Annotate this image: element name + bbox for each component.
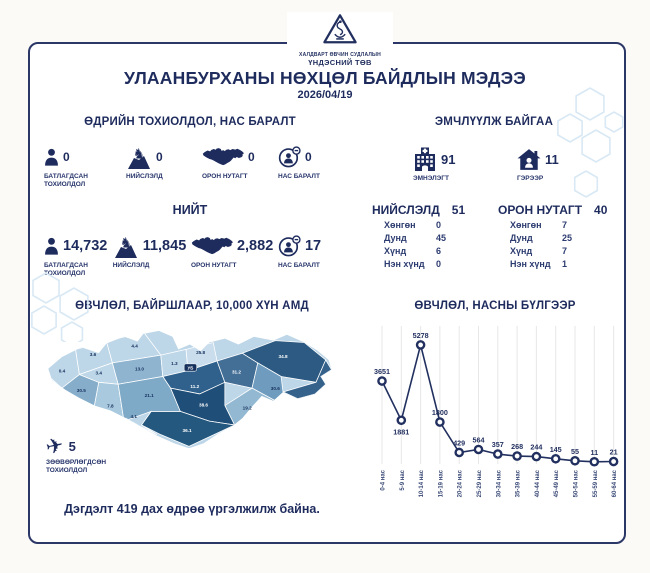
svg-text:244: 244 — [530, 442, 543, 452]
stat-value: 0 — [248, 150, 255, 164]
svg-text:30.6: 30.6 — [270, 386, 280, 392]
ncd-emblem-icon — [321, 12, 359, 46]
svg-text:60-64 нас: 60-64 нас — [612, 470, 619, 498]
stat-label: БАТЛАГДСАН ТОХИОЛДОЛ — [44, 262, 88, 278]
stat-value: 2,882 — [236, 238, 274, 255]
person-icon — [44, 148, 59, 166]
report-date: 2026/04/19 — [297, 89, 353, 101]
svg-text:УБ: УБ — [187, 365, 194, 371]
svg-text:50-54 нас: 50-54 нас — [573, 470, 580, 498]
hexagon-decoration — [24, 270, 128, 342]
mongolia-map-icon — [202, 147, 244, 167]
outbreak-duration-note: Дэгдэлт 419 дах өдрөө үргэлжилж байна. — [64, 502, 320, 516]
severity-label: Хөнгөн — [384, 220, 416, 231]
severity-row — [498, 220, 616, 230]
stat-value: 14,732 — [63, 238, 108, 255]
svg-text:0.4: 0.4 — [58, 368, 66, 374]
stat-province-total — [191, 233, 273, 278]
svg-text:4.1: 4.1 — [130, 414, 137, 420]
stat-label: НИЙСЛЭЛД — [126, 173, 163, 180]
severity-row — [372, 233, 490, 243]
svg-text:30.5: 30.5 — [76, 388, 86, 393]
severity-group-total: 40 — [594, 203, 608, 218]
imported-label: ЗӨӨВӨРЛӨГДСӨН ТОХИОЛДОЛ — [46, 459, 107, 475]
severity-group-total: 51 — [451, 203, 466, 218]
severity-label: Дунд — [510, 233, 533, 244]
stat-value: 0 — [63, 150, 70, 164]
treatment-section-title: ЭМЧЛҮҮЛЖ БАЙГАА — [434, 116, 554, 128]
svg-text:3651: 3651 — [374, 367, 390, 377]
stat-value: 17 — [304, 238, 322, 255]
svg-text:31.2: 31.2 — [231, 369, 242, 375]
svg-text:21: 21 — [609, 447, 618, 457]
severity-value: 1 — [562, 259, 568, 270]
stat-value: 0 — [305, 150, 312, 164]
svg-text:10-14 нас: 10-14 нас — [419, 470, 426, 498]
person-icon — [44, 237, 59, 255]
severity-group-title: НИЙСЛЭЛД — [372, 203, 440, 218]
svg-text:0-4 нас: 0-4 нас — [380, 470, 387, 491]
mongolia-map-icon — [191, 236, 233, 256]
svg-text:13.0: 13.0 — [134, 366, 145, 372]
svg-text:1881: 1881 — [393, 427, 410, 437]
svg-text:36.1: 36.1 — [182, 427, 192, 433]
stat-value: 0 — [156, 150, 163, 164]
severity-row — [372, 246, 490, 256]
severity-group-capital — [372, 203, 490, 269]
stat-label: НАС БАРАЛТ — [277, 262, 320, 270]
svg-text:145: 145 — [549, 444, 562, 454]
severity-value: 0 — [436, 220, 442, 231]
svg-text:20-24 нас: 20-24 нас — [457, 470, 464, 498]
severity-label: Хөнгөн — [510, 220, 542, 231]
stat-value: 91 — [441, 151, 456, 167]
svg-text:429: 429 — [453, 438, 466, 448]
stat-capital-daily — [126, 144, 184, 189]
imported-value: 5 — [68, 439, 76, 454]
stat-deaths-daily — [278, 144, 336, 189]
daily-section — [42, 116, 338, 279]
statue-icon — [113, 234, 139, 258]
logo — [287, 12, 393, 68]
page-title: УЛААНБУРХАНЫ НӨХЦӨЛ БАЙДЛЫН МЭДЭЭ — [124, 68, 526, 88]
severity-value: 7 — [562, 220, 568, 231]
svg-text:45-49 нас: 45-49 нас — [554, 470, 561, 498]
svg-text:38.6: 38.6 — [198, 402, 209, 408]
daily-section-title: ӨДРИЙН ТОХИОЛДОЛ, НАС БАРАЛТ — [84, 116, 296, 128]
stat-province-daily — [202, 144, 260, 189]
svg-text:21.1: 21.1 — [144, 392, 154, 398]
svg-text:7.8: 7.8 — [107, 403, 114, 409]
map-section-title: ӨВЧЛӨЛ, БАЙРШЛААР, 10,000 ХҮН АМД — [75, 300, 309, 312]
stat-label: ОРОН НУТАГТ — [202, 173, 248, 180]
statue-icon — [126, 145, 152, 169]
svg-text:30-34 нас: 30-34 нас — [496, 470, 503, 498]
stat-label: БАТЛАГДСАН ТОХИОЛДОЛ — [44, 173, 88, 189]
svg-text:25.8: 25.8 — [196, 350, 206, 356]
svg-text:15-19 нас: 15-19 нас — [438, 470, 445, 498]
svg-text:55-59 нас: 55-59 нас — [592, 470, 599, 498]
svg-text:1.3: 1.3 — [171, 360, 178, 366]
org-name-line2: ҮНДЭСНИЙ ТӨВ — [308, 58, 372, 67]
svg-text:3.4: 3.4 — [95, 370, 103, 376]
death-icon — [278, 146, 301, 169]
svg-text:564: 564 — [472, 435, 485, 445]
svg-text:35-39 нас: 35-39 нас — [515, 470, 522, 498]
svg-text:55: 55 — [571, 446, 579, 456]
stat-deaths-total — [278, 233, 336, 278]
severity-value: 0 — [436, 259, 442, 270]
severity-value: 25 — [562, 233, 573, 244]
daily-stats-row — [42, 144, 338, 189]
age-group-line-chart — [366, 322, 628, 500]
airplane-icon: ✈ — [43, 433, 66, 460]
severity-value: 6 — [436, 246, 442, 257]
severity-label: Дунд — [384, 233, 407, 244]
stat-label: НАС БАРАЛТ — [278, 173, 320, 180]
org-name-line1: ХАЛДВАРТ ӨВЧИН СУДЛАЛЫН — [299, 52, 381, 58]
severity-row — [498, 246, 616, 256]
severity-label: Нэн хүнд — [510, 259, 551, 270]
svg-text:19.2: 19.2 — [242, 405, 252, 411]
svg-text:357: 357 — [491, 440, 504, 450]
svg-text:40-44 нас: 40-44 нас — [534, 470, 541, 498]
hospital-icon — [413, 146, 437, 172]
svg-text:25-29 нас: 25-29 нас — [477, 470, 483, 498]
svg-text:11: 11 — [590, 447, 599, 457]
svg-text:34.8: 34.8 — [278, 354, 288, 360]
stat-label: НИЙСЛЭЛД — [112, 262, 150, 270]
stat-label: ЭМНЭЛЭГТ — [413, 175, 449, 182]
svg-text:4.4: 4.4 — [131, 343, 138, 349]
svg-text:11.2: 11.2 — [190, 384, 200, 390]
stat-label: ГЭРЭЭР — [517, 175, 544, 182]
stat-confirmed-daily — [44, 144, 108, 189]
severity-value: 45 — [436, 233, 447, 244]
severity-row — [498, 233, 616, 243]
severity-label: Хүнд — [510, 246, 533, 257]
svg-text:♞: ♞ — [119, 235, 132, 252]
home-icon — [517, 148, 541, 171]
svg-text:1800: 1800 — [431, 408, 448, 418]
death-icon — [278, 235, 301, 258]
severity-label: Хүнд — [384, 246, 407, 257]
stat-hospital — [413, 146, 471, 183]
severity-row — [372, 259, 490, 269]
total-section-title: НИЙТ — [172, 203, 208, 218]
severity-label: Нэн хүнд — [384, 259, 425, 270]
svg-text:♞: ♞ — [132, 146, 146, 163]
stat-label: ОРОН НУТАГТ — [190, 262, 237, 270]
imported-cases — [43, 433, 156, 476]
severity-group-title: ОРОН НУТАГТ — [498, 203, 583, 218]
svg-text:5-9 нас: 5-9 нас — [399, 470, 406, 491]
hexagon-decoration — [556, 84, 628, 214]
stat-value: 11 — [545, 151, 559, 167]
severity-row — [498, 259, 616, 269]
svg-text:268: 268 — [511, 442, 524, 452]
stat-value: 11,845 — [142, 238, 187, 255]
age-chart-title: ӨВЧЛӨЛ, НАСНЫ БҮЛГЭЭР — [414, 300, 576, 312]
svg-text:3.6: 3.6 — [89, 352, 97, 358]
svg-text:5278: 5278 — [412, 330, 429, 340]
severity-value: 7 — [562, 246, 568, 257]
severity-row — [372, 220, 490, 230]
